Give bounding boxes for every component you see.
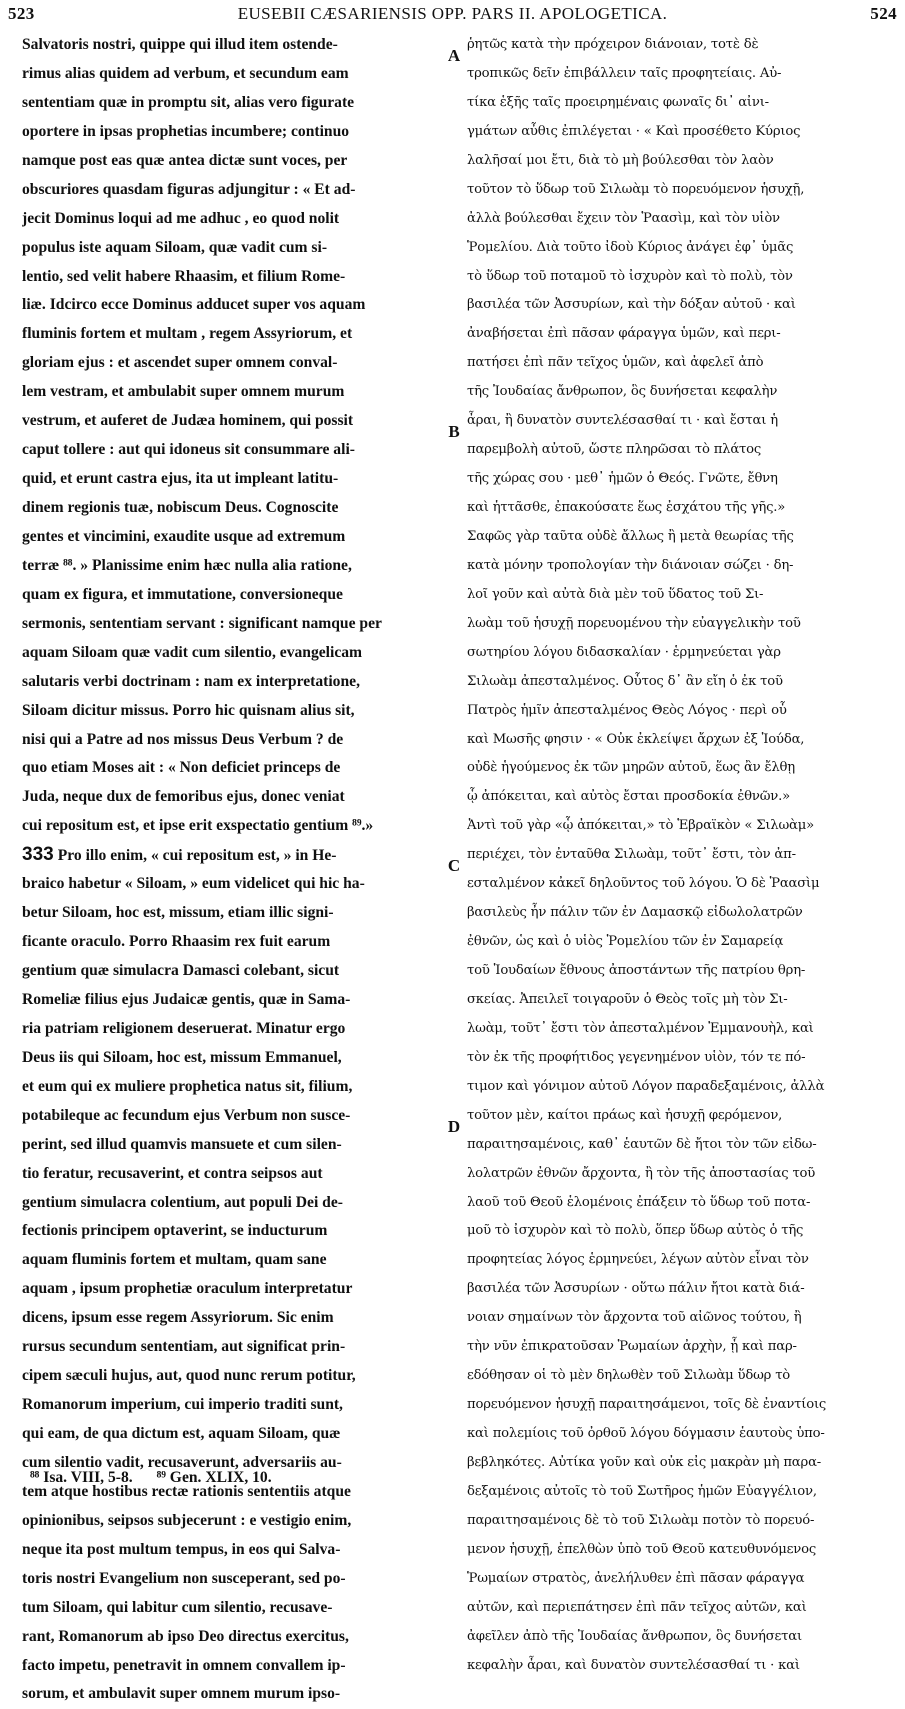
latin-line: perint, sed illud quamvis mansuete et cum silen- [22, 1135, 342, 1153]
latin-line: quam ex figura, et immutatione, conversioneque [22, 585, 343, 603]
latin-line: jecit Dominus loqui ad me adhuc , eo quod nolit [22, 209, 340, 227]
latin-line: Salvatoris nostri, quippe qui illud item ostende- [22, 36, 338, 53]
greek-line: τροπικῶς δεῖν ἐπιβάλλειν ταῖς προφητείαις. Αὐ- [467, 65, 782, 81]
footnote-89: ⁸⁹ Gen. XLIX, 10. [156, 1469, 272, 1486]
latin-line: tem atque hostibus rectæ rationis sententiis atque [22, 1482, 351, 1500]
greek-line: παραιτησαμένοις δὲ τὸ τοῦ Σιλωὰμ ποτὸν τὸ πορευό- [467, 1512, 815, 1528]
latin-line: cipem sæculi hujus, aut, quod nunc rerum potitur, [22, 1367, 356, 1385]
latin-line: ria patriam religionem deseruerat. Minatur ergo [22, 1019, 346, 1037]
latin-line: betur Siloam, hoc est, missum, etiam illic signi- [22, 904, 334, 922]
latin-line: salutaris verbi doctrinam : nam ex interpretatione, [22, 672, 360, 690]
latin-line: quo etiam Moses ait : « Non deficiet princeps de [22, 759, 341, 777]
latin-line: ficante oraculo. Porro Rhaasim rex fuit earum [22, 933, 331, 951]
latin-line: qui eam, de qua dictum est, aquam Siloam, quæ [22, 1425, 341, 1442]
greek-line: τὴν νῦν ἐπικρατοῦσαν Ῥωμαίων ἀρχὴν, ᾗ καὶ παρ- [467, 1339, 797, 1355]
greek-line: γμάτων αὖθις ἐπιλέγεται · « Καὶ προσέθετο Κύριος [467, 123, 801, 139]
latin-line: fectionis principem optaverint, se inducturum [22, 1222, 328, 1240]
greek-line: Ῥομελίου. Διὰ τοῦτο ἰδοὺ Κύριος ἀνάγει ἐφ᾽ ὑμᾶς [467, 239, 794, 255]
running-title: EUSEBII CÆSARIENSIS OPP. PARS II. APOLOGETICA. [237, 4, 668, 23]
greek-line: τὸ ὕδωρ τοῦ ποταμοῦ τὸ ἰσχυρὸν καὶ τὸ πολὺ, τὸν [467, 268, 793, 284]
latin-line: sorum, et ambulavit super omnem murum ipso- [22, 1685, 341, 1703]
greek-line: λωὰμ τοῦ ἡσυχῇ πορευομένου τὴν εὐαγγελικὴν τοῦ [467, 615, 801, 631]
latin-line: et eum qui ex muliere prophetica natus sit, filium, [22, 1077, 353, 1095]
margin-marker-a: A [447, 46, 461, 65]
greek-line: τῆς Ἰουδαίας ἄνθρωπον, ὃς δυνήσεται κεφαλὴν [467, 384, 778, 400]
greek-line: τῆς χώρας σου · μεθ᾽ ἡμῶν ὁ Θεός. Γνῶτε, ἔθνη [467, 471, 778, 487]
latin-line: populus iste aquam Siloam, quæ vadit cum si- [22, 238, 328, 256]
greek-line: λολατρῶν ἐθνῶν ἄρχοντα, ἢ τὸν τῆς ἀποστασίας τοῦ [467, 1165, 816, 1181]
greek-line: κατὰ μόνην τροπολογίαν τὴν διάνοιαν σώζει · δη- [467, 557, 794, 573]
latin-line: neque ita post multum tempus, in eos qui Salva- [22, 1540, 341, 1558]
greek-line: ἐθνῶν, ὡς καὶ ὁ υἱὸς Ῥομελίου τῶν ἐν Σαμαρείᾳ [467, 934, 784, 950]
latin-column [22, 31, 442, 1709]
latin-line: lem vestram, et ambulabit super omnem murum [22, 383, 345, 401]
greek-line: Πατρὸς ἡμῖν ἀπεσταλμένος Θεὸς Λόγος · περὶ οὗ [467, 702, 787, 718]
latin-line: terræ ⁸⁸. » Planissime enim hæc nulla alia ratione, [22, 556, 352, 574]
latin-line: obscuriores quasdam figuras adjungitur : « Et ad- [22, 180, 356, 198]
latin-line: sententiam quæ in promptu sit, alias vero figurate [22, 93, 355, 111]
greek-line: ἆραι, ἢ δυνατὸν συντελέσασθαί τι · καὶ ἔσται ἡ [467, 413, 778, 429]
greek-line: λοῖ γοῦν καὶ αὐτὰ διὰ μὲν τοῦ ὕδατος τοῦ Σι- [467, 586, 764, 602]
greek-line: τίκα ἑξῆς ταῖς προειρημέναις φωναῖς δι᾽ αἰνι- [467, 94, 769, 110]
latin-line: fluminis fortem et multam , regem Assyriorum, et [22, 325, 353, 343]
latin-line: aquam , ipsum prophetiæ oraculum interpretatur [22, 1280, 353, 1298]
latin-line: aquam Siloam quæ vadit cum silentio, evangelicam [22, 643, 363, 661]
margin-marker-d: D [447, 1117, 461, 1136]
latin-line [22, 841, 442, 870]
latin-line: braico habetur « Siloam, » eum videlicet qui hic ha- [22, 875, 365, 893]
latin-line: Siloam dicitur missus. Porro hic quisnam alius sit, [22, 701, 355, 719]
latin-line: Romanorum imperium, cui imperio traditi sunt, [22, 1396, 343, 1414]
latin-line: tio feratur, recusaverint, et contra seipsos aut [22, 1164, 323, 1182]
greek-line: σωτηρίου λόγου διδασκαλίαν · ἑρμηνεύεται γὰρ [467, 644, 781, 660]
greek-line: λαοῦ τοῦ Θεοῦ ἑλομένοις ἐπάξειν τὸ ὕδωρ τοῦ ποτα- [467, 1194, 811, 1210]
latin-line: rimus alias quidem ad verbum, et secundum eam [22, 64, 349, 82]
greek-line: βασιλέα τῶν Ἀσσυρίων, καὶ τὴν δόξαν αὐτοῦ · καὶ [467, 297, 796, 313]
greek-line: αὐτῶν, καὶ περιεπάτησεν ἐπὶ πᾶν τεῖχος αὐτῶν, καὶ [467, 1599, 807, 1615]
latin-line: facto impetu, penetravit in omnem convallem ip- [22, 1656, 346, 1674]
latin-line: vestrum, et auferet de Judæa hominem, qui possit [22, 412, 354, 430]
greek-line: Ἀντὶ τοῦ γὰρ «ᾧ ἀπόκειται,» τὸ Ἑβραϊκὸν « Σιλωὰμ» [467, 818, 814, 834]
greek-line: προφητείας λόγος ἑρμηνεύει, λέγων αὐτὸν εἶναι τὸν [467, 1252, 809, 1268]
greek-line: ἀφεῖλεν ἀπὸ τῆς Ἰουδαίας ἄνθρωπον, ὃς δυνήσεται [467, 1628, 802, 1644]
greek-line: πορευόμενον ἡσυχῇ παραιτησάμενοι, τοῖς δὲ ἐναντίοις [467, 1397, 827, 1413]
greek-line: ἀναβήσεται ἐπὶ πᾶσαν φάραγγα ὑμῶν, καὶ περι- [467, 326, 781, 342]
greek-line: κεφαλὴν ἆραι, καὶ δυνατὸν συντελέσασθαί τι · καὶ [467, 1657, 800, 1673]
latin-line: gloriam ejus : et ascendet super omnem conval- [22, 354, 338, 372]
latin-line: Juda, neque dux de femoribus ejus, donec veniat [22, 788, 345, 806]
margin-marker-b: B [448, 422, 460, 441]
greek-line: βασιλέα τῶν Ἀσσυρίων · οὕτω πάλιν ἤτοι κατὰ διά- [467, 1281, 805, 1297]
latin-line: tum Siloam, qui labitur cum silentio, recusave- [22, 1598, 333, 1616]
greek-line: παραιτησαμένοις, καθ᾽ ἑαυτῶν δὲ ἤτοι τὸν τῶν εἰδω- [467, 1136, 817, 1152]
running-header [8, 2, 897, 28]
greek-line: ῥητῶς κατὰ τὴν πρόχειρον διάνοιαν, τοτὲ δὲ [467, 37, 759, 52]
greek-line: τὸν ἐκ τῆς προφήτιδος γεγενημένον υἱὸν, τόν τε πό- [467, 1049, 806, 1065]
latin-line: namque post eas quæ antea dictæ sunt voces, per [22, 151, 348, 169]
greek-line: εσταλμένον κἀκεῖ δηλοῦντος τοῦ λόγου. Ὁ δὲ Ῥαασὶμ [467, 876, 820, 892]
greek-line: δεξαμένοις αὐτοῖς τὸ τοῦ Σωτῆρος ἡμῶν Εὐαγγέλιον, [467, 1483, 817, 1499]
latin-line: cui repositum est, et ipse erit exspectatio gentium ⁸⁹.» [22, 817, 374, 835]
latin-line: quid, et erunt castra ejus, ita ut impleant latitu- [22, 470, 339, 488]
latin-line: liæ. Idcirco ecce Dominus adducet super vos aquam [22, 296, 366, 314]
footnote-88: ⁸⁸ Isa. VIII, 5-8. [30, 1469, 133, 1486]
latin-line: lentio, sed velit habere Rhaasim, et filium Rome- [22, 267, 346, 285]
latin-line: cum silentio vadit, recusaverunt, adversariis au- [22, 1453, 342, 1471]
page-number-right: 524 [870, 4, 897, 23]
latin-line-text: Pro illo enim, « cui repositum est, » in He- [57, 847, 337, 865]
greek-line: Ῥωμαίων στρατὸς, ἀνελήλυθεν ἐπὶ πᾶσαν φάραγγα [467, 1570, 805, 1586]
latin-line: aquam fluminis fortem et multam, quam sane [22, 1251, 327, 1269]
footnotes [30, 1469, 272, 1487]
greek-line: ᾧ ἀπόκειται, καὶ αὐτὸς ἔσται προσδοκία ἐθνῶν.» [467, 789, 790, 805]
latin-line: opinionibus, seipsos subjecerunt : e vestigio enim, [22, 1511, 352, 1529]
latin-line: toris nostri Evangelium non susceperant, sed po- [22, 1569, 346, 1587]
latin-line: Deus iis qui Siloam, hoc est, missum Emmanuel, [22, 1048, 342, 1066]
greek-line: καὶ Μωσῆς φησιν · « Οὐκ ἐκλείψει ἄρχων ἐξ Ἰούδα, [467, 731, 805, 747]
greek-line: βεβληκότες. Αὐτίκα γοῦν καὶ οὐκ εἰς μακρὰν μὴ παρα- [467, 1454, 822, 1470]
margin-marker-c: C [447, 856, 461, 875]
latin-line: gentium simulacra colentium, aut populi Dei de- [22, 1193, 343, 1211]
greek-line: σκείας. Ἀπειλεῖ τοιγαροῦν ὁ Θεὸς τοῖς μὴ τὸν Σι- [467, 991, 788, 1007]
greek-line: καὶ πολεμίοις τοῦ ὀρθοῦ λόγου δόγμασιν ἑαυτοὺς ὑπο- [467, 1426, 825, 1441]
latin-line: potabileque ac fecundum ejus Verbum non susce- [22, 1106, 351, 1124]
latin-line: nisi qui a Patre ad nos missus Deus Verbum ? de [22, 730, 344, 748]
page-number-left: 523 [8, 4, 35, 23]
greek-line: πατήσει ἐπὶ πᾶν τεῖχος ὑμῶν, καὶ ἀφελεῖ ἀπὸ [467, 355, 764, 371]
latin-line: caput tollere : aut qui idoneus sit consummare ali- [22, 441, 355, 459]
latin-line: gentes et vincimini, exaudite usque ad extremum [22, 527, 346, 545]
greek-line: μενον ἡσυχῇ, ἐπελθὼν ὑπὸ τοῦ Θεοῦ κατευθυνόμενος [467, 1541, 816, 1557]
greek-line: ἀλλὰ βούλεσθαι ἔχειν τὸν Ῥαασὶμ, καὶ τὸν υἱὸν [467, 210, 780, 226]
latin-line: rursus secundum sententiam, aut significat prin- [22, 1338, 346, 1356]
greek-line: παρεμβολὴ αὐτοῦ, ὥστε πληρῶσαι τὸ πλάτος [467, 442, 762, 458]
greek-line: Σαφῶς γὰρ ταῦτα οὐδὲ ἄλλως ἢ μετὰ θεωρίας τῆς [467, 528, 794, 544]
greek-line: βασιλεὺς ἦν πάλιν τῶν ἐν Δαμασκῷ εἰδωλολατρῶν [467, 905, 803, 921]
greek-line: λαλῆσαί μοι ἔτι, διὰ τὸ μὴ βούλεσθαι τὸν λαὸν [467, 152, 774, 168]
greek-line: τοῦ Ἰουδαίων ἔθνους ἀποστάντων τῆς πατρίου θρη- [467, 963, 806, 978]
latin-line: gentium quæ simulacra Damasci colebant, sicut [22, 962, 340, 979]
greek-line: Σιλωὰμ ἀπεσταλμένος. Οὗτος δ᾽ ἂν εἴη ὁ ἐκ τοῦ [467, 673, 783, 689]
greek-line: τιμον καὶ γόνιμον αὐτοῦ Λόγον παραδεξαμένοις, ἀλλὰ [467, 1078, 825, 1094]
greek-line: εδόθησαν οἱ τὸ μὲν δηλωθὲν τοῦ Σιλωὰμ ὕδωρ τὸ [467, 1368, 791, 1384]
latin-line: dinem regionis tuæ, nobiscum Deus. Cognoscite [22, 499, 339, 516]
greek-line: οὐδὲ ἡγούμενος ἐκ τῶν μηρῶν αὐτοῦ, ἕως ἂν ἔλθῃ [467, 760, 795, 776]
greek-line: περιέχει, τὸν ἐνταῦθα Σιλωὰμ, τοῦτ᾽ ἔστι, τὸν ἀπ- [467, 847, 796, 863]
latin-line: oportere in ipsas prophetias incumbere; continuo [22, 122, 350, 140]
greek-line: μοῦ τὸ ἰσχυρὸν καὶ τὸ πολὺ, ὅπερ ὕδωρ αὐτὸς ὁ τῆς [467, 1223, 804, 1239]
latin-line: dicens, ipsum esse regem Assyriorum. Sic enim [22, 1309, 334, 1327]
greek-line: τοῦτον τὸ ὕδωρ τοῦ Σιλωὰμ τὸ πορευόμενον ἡσυχῇ, [467, 181, 805, 197]
column-number: 333 [22, 844, 54, 866]
latin-line: sermonis, sententiam servant : significant namque per [22, 614, 382, 632]
greek-line: νοιαν σημαίνων τὸν ἄρχοντα τοῦ αἰῶνος τούτου, ἢ [467, 1310, 802, 1326]
greek-column [467, 31, 879, 1680]
greek-line: καὶ ἡττᾶσθε, ἐπακούσατε ἕως ἐσχάτου τῆς γῆς.» [467, 500, 786, 515]
greek-line: λωὰμ, τοῦτ᾽ ἔστι τὸν ἀπεσταλμένον Ἐμμανουὴλ, καὶ [467, 1020, 814, 1036]
latin-line: Romeliæ filius ejus Judaicæ gentis, quæ in Sama- [22, 990, 351, 1008]
greek-line: τοῦτον μὲν, καίτοι πράως καὶ ἡσυχῇ φερόμενον, [467, 1107, 783, 1123]
latin-line: rant, Romanorum ab ipso Deo directus exercitus, [22, 1627, 349, 1645]
